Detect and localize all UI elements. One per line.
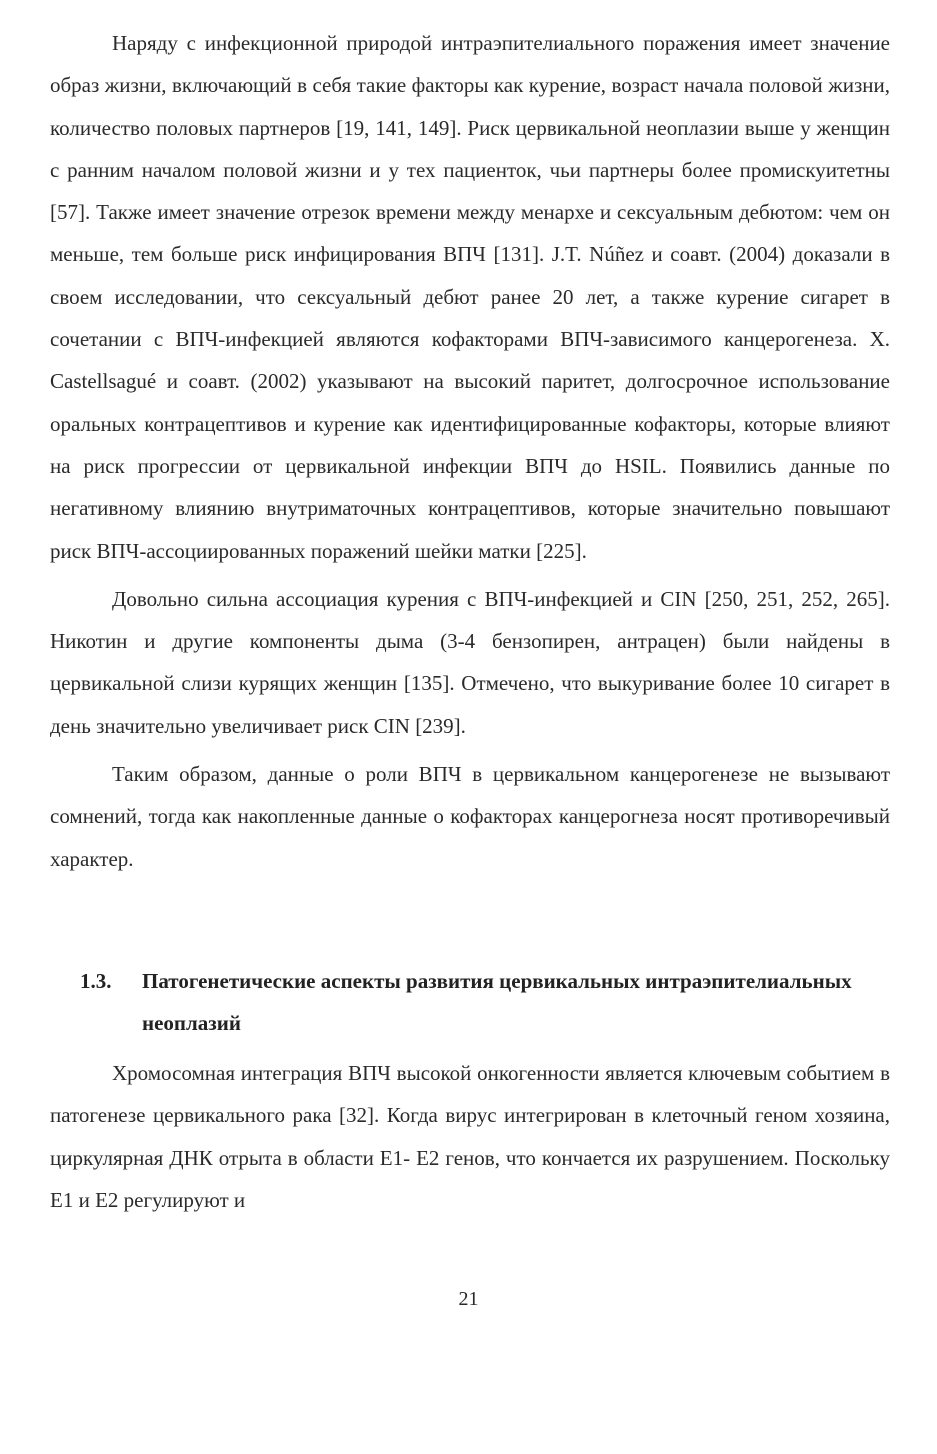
section-heading — [50, 960, 890, 1044]
paragraph-conclusion: Таким образом, данные о роли ВПЧ в цервикальном канцерогенезе не вызывают сомнений, тогда как накопленные данные о кофакторах канцерогнеза носят противоречивый характер. — [50, 762, 890, 871]
section-number: 1.3. — [80, 968, 112, 993]
paragraph-smoking-association: Довольно сильна ассоциация курения с ВПЧ-инфекцией и CIN [250, 251, 252, 265]. Никотин и другие компоненты дыма (3-4 бензопирен, антрацен) были найдены в цервикальной слизи курящих женщин [135]. Отмечено, что выкуривание более 10 сигарет в день значительно увеличивает риск CIN [239]. — [50, 586, 890, 738]
section-title: Патогенетические аспекты развития цервикальных интраэпителиальных неоплазий — [142, 968, 852, 1035]
paragraph-lifestyle-factors: Наряду с инфекционной природой интраэпителиального поражения имеет значение образ жизни, включающий в себя такие факторы как курение, возраст начала половой жизни, количество половых партнеров [19, 141, 149]. Риск цервикальной неоплазии выше у женщин с ранним началом половой жизни и у тех пациенток, чьи партнеры более промискуитетны [57]. Также имеет значение отрезок времени между менархе и сексуальным дебютом: чем он меньше, тем больше риск инфицирования ВПЧ [131]. J.T. Núñez и соавт. (2004) доказали в своем исследовании, что сексуальный дебют ранее 20 лет, а также курение сигарет в сочетании с ВПЧ-инфекцией являются кофакторами ВПЧ-зависимого канцерогенеза. X. Castellsagué и соавт. (2002) указывают на высокий паритет, долгосрочное использование оральных контрацептивов и курение как идентифицированные кофакторы, которые влияют на риск прогрессии от цервикальной инфекции ВПЧ до HSIL. Появились данные по негативному влиянию внутриматочных контрацептивов, которые значительно повышают риск ВПЧ-ассоциированных поражений шейки матки [225]. — [50, 31, 890, 563]
document-page — [50, 22, 890, 1221]
paragraph-chromosomal-integration: Хромосомная интеграция ВПЧ высокой онкогенности является ключевым событием в патогенезе цервикального рака [32]. Когда вирус интегрирован в клеточный геном хозяина, циркулярная ДНК отрыта в области E1- E2 генов, что кончается их разрушением. Поскольку E1 и E2 регулируют и — [50, 1060, 890, 1212]
page-number: 21 — [458, 1288, 479, 1310]
